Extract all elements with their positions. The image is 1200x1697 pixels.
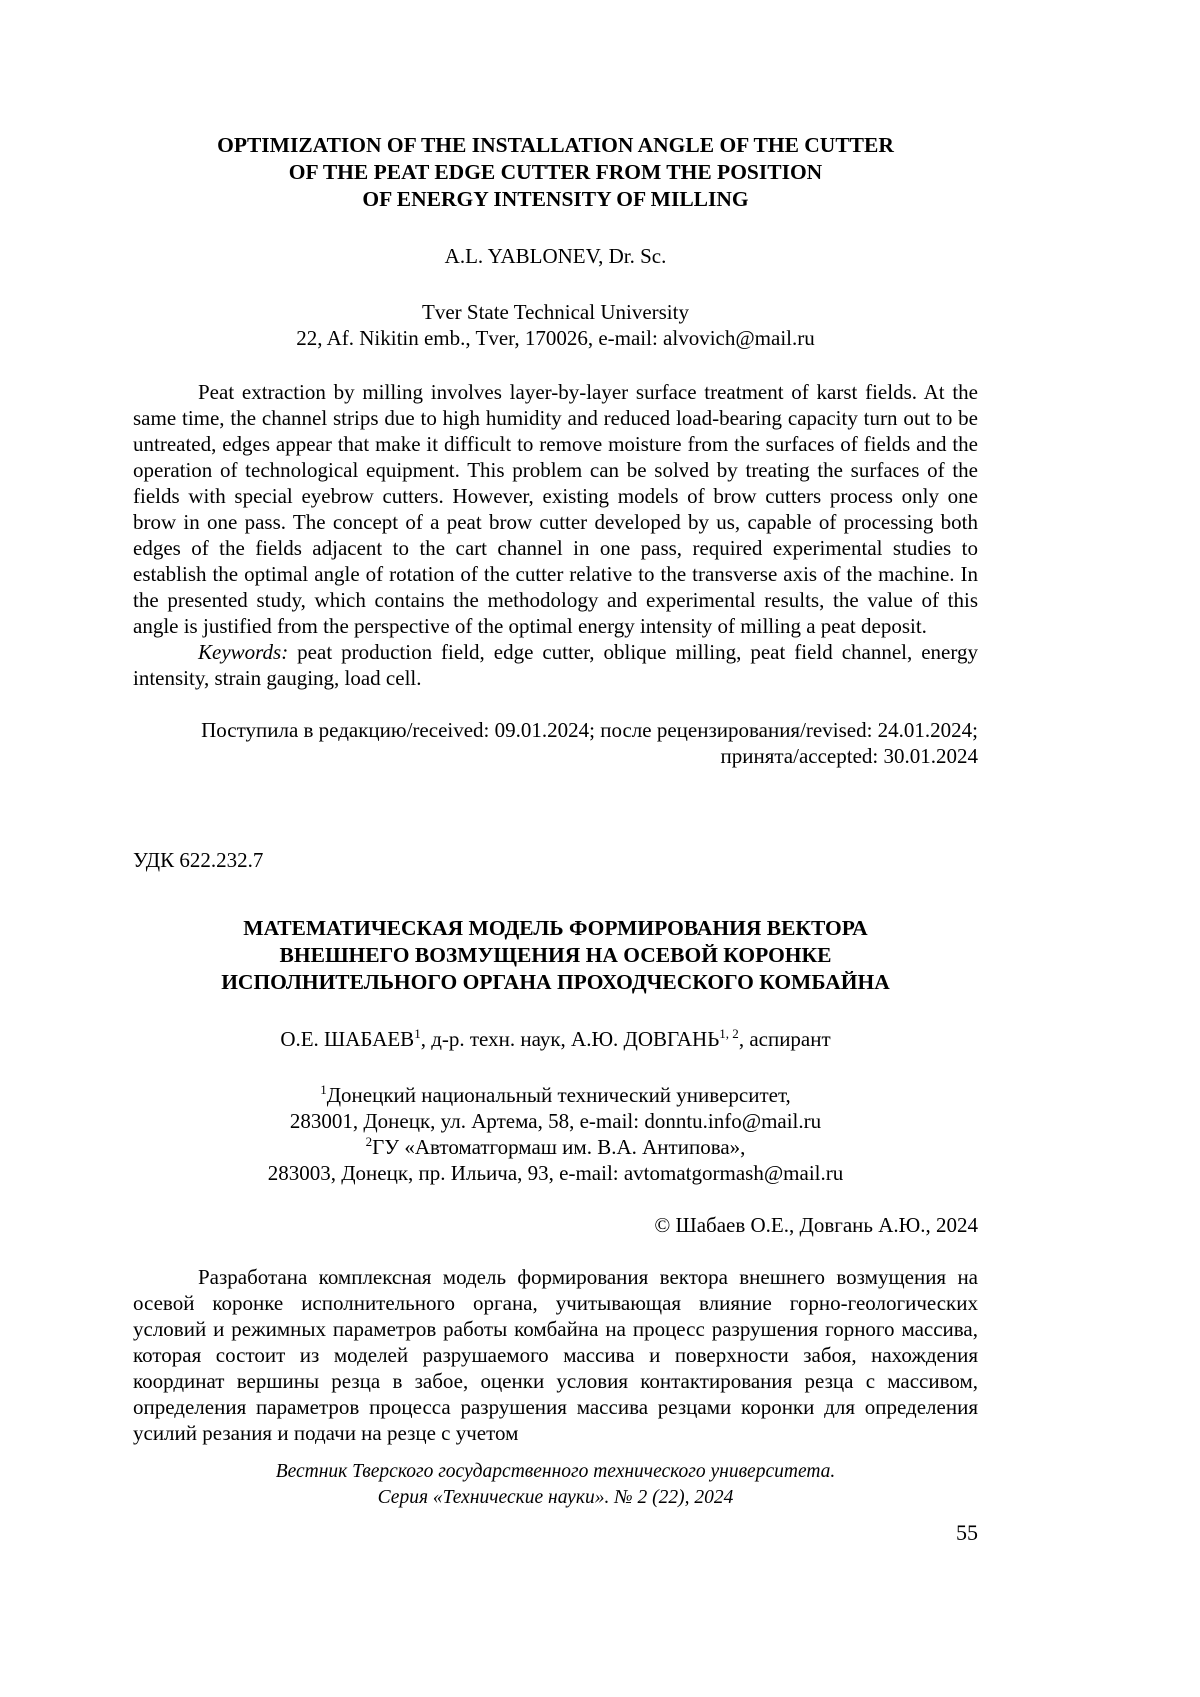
article-title-en: OPTIMIZATION OF THE INSTALLATION ANGLE OF THE CUTTER OF THE PEAT EDGE CUTTER FROM THE POSITION OF ENERGY INTENSITY OF MILLING (217, 133, 894, 211)
affiliation-ru-2-name-text: ГУ «Автоматгормаш им. В.А. Антипова», (372, 1135, 746, 1159)
affiliation-ru-1-name-text: Донецкий национальный технический университет, (326, 1083, 791, 1107)
author-ru-middle: , д-р. техн. наук, А.Ю. ДОВГАНЬ (420, 1027, 720, 1051)
author-ru-2-role: , аспирант (738, 1027, 831, 1051)
page-number: 55 (956, 1520, 978, 1545)
affiliation-ru-1-address: 283001, Донецк, ул. Артема, 58, e-mail: donntu.info@mail.ru (289, 1109, 822, 1133)
article-title-ru: МАТЕМАТИЧЕСКАЯ МОДЕЛЬ ФОРМИРОВАНИЯ ВЕКТОРА ВНЕШНЕГО ВОЗМУЩЕНИЯ НА ОСЕВОЙ КОРОНКЕ ИСПОЛНИТЕЛЬНОГО ОРГАНА ПРОХОДЧЕСКОГО КОМБАЙНА (221, 916, 890, 994)
keywords-label: Keywords: (198, 640, 289, 664)
affiliations-ru (133, 1082, 978, 1186)
authors-ru (133, 1026, 978, 1052)
received-dates: Поступила в редакцию/received: 09.01.2024; после рецензирования/revised: 24.01.2024; принята/accepted: 30.01.2024 (201, 718, 978, 768)
affiliation-ru-2-mark: 2 (365, 1134, 373, 1149)
author-ru-2-affiliation-mark: 1, 2 (719, 1026, 739, 1041)
author-ru-1-affiliation-mark: 1 (414, 1026, 421, 1041)
journal-imprint: Вестник Тверского государственного технического университета. Серия «Технические науки». № 2 (22), 2024 (275, 1461, 836, 1508)
author-ru-1: О.Е. ШАБАЕВ (280, 1027, 415, 1051)
author-en: A.L. YABLONEV, Dr. Sc. (444, 244, 667, 268)
keywords-text: peat production field, edge cutter, oblique milling, peat field channel, energy intensity, strain gauging, load cell. (133, 640, 978, 690)
keywords-en (133, 639, 978, 691)
affiliation-ru-2-name (133, 1134, 978, 1160)
udc-code: УДК 622.232.7 (133, 848, 264, 872)
affiliation-en: Tver State Technical University 22, Af. Nikitin emb., Tver, 170026, e-mail: alvovich@mail.ru (296, 300, 815, 350)
copyright-line: © Шабаев О.Е., Довгань А.Ю., 2024 (654, 1213, 978, 1237)
affiliation-ru-1-name (133, 1082, 978, 1108)
affiliation-ru-1-mark: 1 (320, 1082, 327, 1097)
page-content (133, 132, 978, 1446)
affiliation-ru-2-address: 283003, Донецк, пр. Ильича, 93, e-mail: avtomatgormash@mail.ru (267, 1161, 844, 1185)
abstract-en: Peat extraction by milling involves layer-by-layer surface treatment of karst fields. At the same time, the channel strips due to high humidity and reduced load-bearing capacity turn out to be untreated, edges appear that make it difficult to remove moisture from the surfaces of fields and the operation of technological equipment. This problem can be solved by treating the surfaces of the fields with special eyebrow cutters. However, existing models of brow cutters process only one brow in one pass. The concept of a peat brow cutter developed by us, capable of processing both edges of the fields adjacent to the cart channel in one pass, required experimental studies to establish the optimal angle of rotation of the cutter relative to the transverse axis of the machine. In the presented study, which contains the methodology and experimental results, the value of this angle is justified from the perspective of the optimal energy intensity of milling a peat deposit. (133, 380, 978, 638)
page-footer (133, 1459, 978, 1547)
abstract-ru: Разработана комплексная модель формирования вектора внешнего возмущения на осевой коронке исполнительного органа, учитывающая влияние горно-геологических условий и режимных параметров работы комбайна на процесс разрушения горного массива, которая состоит из моделей разрушаемого массива и поверхности забоя, нахождения координат вершины резца в забое, оценки условия контактирования резца с массивом, определения параметров процесса разрушения массива резцами коронки для определения усилий резания и подачи на резце с учетом (133, 1265, 978, 1445)
